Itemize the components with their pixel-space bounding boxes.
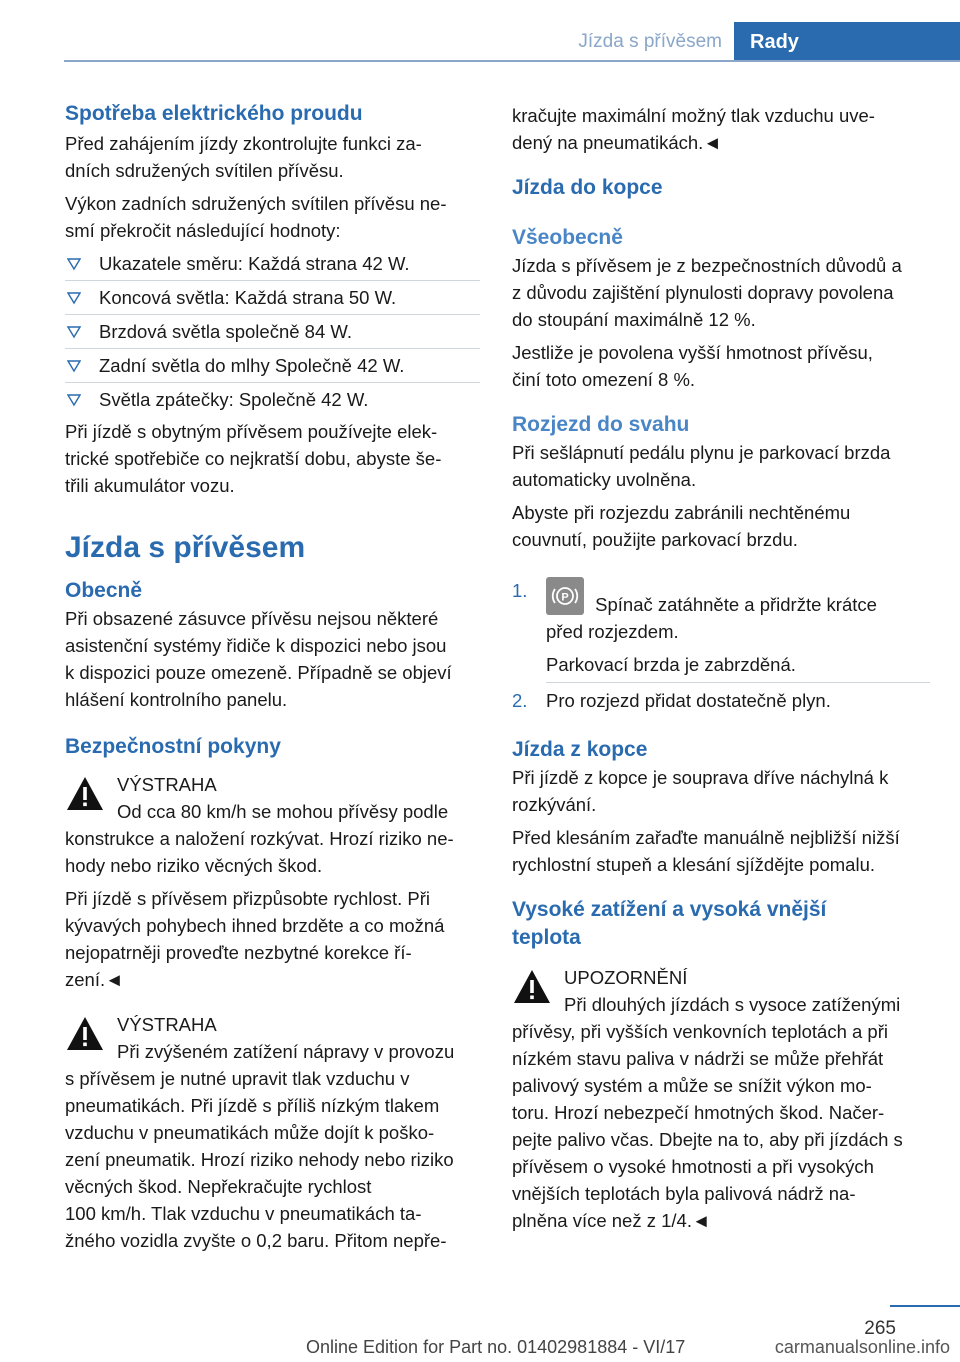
downhill-line: rozkývání.: [512, 794, 597, 815]
warning-line: pneumatikách. Při jízdě s příliš nízkým tlakem: [65, 1095, 440, 1116]
hill-start-steps: [512, 577, 930, 714]
warning-line: Při jízdě s přívěsem přizpůsobte rychlost. Při: [65, 888, 430, 909]
footer-edition: Online Edition for Part no. 01402981884 - VI/17: [306, 1337, 686, 1357]
power-p3-line-b: trické spotřebiče co nejkratší dobu, abyste še-: [65, 448, 442, 469]
header-divider: [64, 60, 960, 62]
warning-line: kývavých pohybech ihned brzděte a co možná: [65, 915, 445, 936]
warning-title: VÝSTRAHA: [117, 1014, 217, 1035]
power-paragraph-2: [65, 190, 480, 244]
warning-line: nejopatrněji proveďte nezbytné korekce ří-: [65, 942, 412, 963]
power-heading: Spotřeba elektrického proudu: [65, 102, 363, 125]
left-column: [65, 100, 480, 1254]
notice-line: nízkém stavu paliva v nádrži se může přehřát: [512, 1048, 884, 1069]
notice-line: toru. Hrozí nebezpečí hmotných škod. Načer-: [512, 1102, 885, 1123]
general-line: asistenční systémy řidiče k dispozici nebo jsou: [65, 635, 447, 656]
step-text: Spínač zatáhněte a přidržte krátce: [595, 594, 877, 615]
hill-start-line: Při sešlápnutí pedálu plynu je parkovací brzda: [512, 442, 891, 463]
warning-line: žného vozidla zvyšte o 0,2 baru. Přitom nepře-: [65, 1230, 447, 1251]
warning-triangle-icon: [512, 968, 552, 1006]
warning-line: hody nebo riziko věcných škod.: [65, 855, 323, 876]
warning-line: vzduchu v pneumatikách může dojít k poško-: [65, 1122, 435, 1143]
list-item: [65, 349, 480, 383]
notice-title: UPOZORNĚNÍ: [564, 967, 688, 988]
warning-line: konstrukce a naložení rozkývat. Hrozí riziko ne-: [65, 828, 454, 849]
header-chapter-tab[interactable]: Rady: [734, 22, 960, 62]
downhill-paragraph-2: [512, 824, 930, 878]
bullet-triangle-icon: [67, 291, 81, 305]
heat-heading-line: teplota: [512, 926, 581, 949]
power-p2-line-b: smí překročit následující hodnoty:: [65, 220, 341, 241]
power-limits-list: [65, 247, 480, 416]
bullet-triangle-icon: [67, 393, 81, 407]
hill-start-line: automaticky uvolněna.: [512, 469, 697, 490]
step-result: Parkovací brzda je zabrzděná.: [546, 651, 930, 683]
hill-start-heading: Rozjezd do svahu: [512, 413, 690, 436]
general-paragraph: [65, 605, 480, 713]
step-number: 1.: [512, 580, 528, 601]
warning-line: zení pneumatik. Hrozí riziko nehody nebo riziko: [65, 1149, 454, 1170]
notice-line: plněna více než z 1/4.◄: [512, 1210, 711, 1231]
continued-paragraph: [512, 102, 930, 156]
notice-line: vnějších teplotách byla palivová nádrž na-: [512, 1183, 856, 1204]
hill-start-paragraph: [512, 439, 930, 493]
step-item: [512, 687, 930, 714]
general-line: Jestliže je povolena vyšší hmotnost přívěsu,: [512, 342, 873, 363]
warning-line: 100 km/h. Tlak vzduchu v pneumatikách ta-: [65, 1203, 422, 1224]
step-text: před rozjezdem.: [546, 621, 679, 642]
list-item: [65, 281, 480, 315]
bullet-triangle-icon: [67, 325, 81, 339]
step-number: 2.: [512, 690, 528, 711]
general-line: Jízda s přívěsem je z bezpečnostních důvodů a: [512, 255, 902, 276]
hill-start-line: Abyste při rozjezdu zabránili nechtěnému: [512, 502, 851, 523]
downhill-heading: Jízda z kopce: [512, 738, 648, 761]
notice-line: palivový systém a může se snížit výkon mo-: [512, 1075, 872, 1096]
warning-triangle-icon: [65, 1015, 105, 1053]
notice-line: přívěsem o vysoké hmotnosti a při vysokých: [512, 1156, 874, 1177]
bullet-triangle-icon: [67, 359, 81, 373]
continued-line: dený na pneumatikách.◄: [512, 132, 722, 153]
heat-heading-line: Vysoké zatížení a vysoká vnější: [512, 898, 827, 921]
list-item-text: Světla zpátečky: Společně 42 W.: [99, 389, 369, 410]
uphill-heading: Jízda do kopce: [512, 176, 663, 199]
warning-text: [65, 1065, 480, 1254]
downhill-line: rychlostní stupeň a klesání sjíždějte pomalu.: [512, 854, 875, 875]
warning-triangle-icon: [65, 775, 105, 813]
warning-box-1: [65, 771, 480, 993]
warning-line: věcných škod. Nepřekračujte rychlost: [65, 1176, 372, 1197]
general-line: k dispozici pouze omezeně. Případně se objeví: [65, 662, 452, 683]
power-p3-line-a: Při jízdě s obytným přívěsem používejte elek-: [65, 421, 438, 442]
list-item-text: Brzdová světla společně 84 W.: [99, 321, 352, 342]
hill-start-line: couvnutí, použijte parkovací brzdu.: [512, 529, 798, 550]
warning-text-first-line: Při zvýšeném zatížení nápravy v provozu: [117, 1041, 455, 1062]
notice-line: pejte palivo včas. Dbejte na to, aby při jízdách s: [512, 1129, 903, 1150]
step-text: Pro rozjezd přidat dostatečně plyn.: [546, 690, 831, 711]
list-item-text: Zadní světla do mlhy Společně 42 W.: [99, 355, 405, 376]
uphill-general-paragraph: [512, 252, 930, 333]
warning-line: s přívěsem je nutné upravit tlak vzduchu v: [65, 1068, 410, 1089]
general-line: z důvodu zajištění plynulosti dopravy povolena: [512, 282, 894, 303]
svg-text:P: P: [561, 591, 569, 604]
general-line: činí toto omezení 8 %.: [512, 369, 696, 390]
power-paragraph-1: [65, 130, 480, 184]
main-heading: Jízda s přívěsem: [65, 531, 306, 564]
notice-text: [512, 1018, 930, 1234]
general-line: hlášení kontrolního panelu.: [65, 689, 288, 710]
step-item: [512, 577, 930, 683]
power-p3-line-c: třili akumulátor vozu.: [65, 475, 235, 496]
continued-line: kračujte maximální možný tlak vzduchu uve-: [512, 105, 875, 126]
footer-divider: [890, 1305, 960, 1307]
bullet-triangle-icon: [67, 257, 81, 271]
uphill-general-heading: Všeobecně: [512, 226, 623, 249]
list-item-text: Ukazatele směru: Každá strana 42 W.: [99, 253, 410, 274]
warning-line: zení.◄: [65, 969, 124, 990]
page-number: 265: [864, 1318, 896, 1339]
power-p2-line-a: Výkon zadních sdružených svítilen přívěsu ne-: [65, 193, 447, 214]
warning-title: VÝSTRAHA: [117, 774, 217, 795]
power-p1-line-b: dních sdružených svítilen přívěsu.: [65, 160, 344, 181]
heat-heading: [512, 896, 930, 952]
hill-start-paragraph-2: [512, 499, 930, 553]
notice-line: přívěsy, při vyšších venkovních teplotách a při: [512, 1021, 888, 1042]
downhill-paragraph: [512, 764, 930, 818]
safety-heading: Bezpečnostní pokyny: [65, 735, 281, 758]
downhill-line: Před klesáním zařaďte manuálně nejbližší nižší: [512, 827, 900, 848]
notice-text-first-line: Při dlouhých jízdách s vysoce zatíženými: [564, 994, 901, 1015]
list-item-text: Koncová světla: Každá strana 50 W.: [99, 287, 397, 308]
downhill-line: Při jízdě z kopce je souprava dříve náchylná k: [512, 767, 889, 788]
right-column: [512, 102, 930, 1234]
warning-box-2: [65, 1011, 480, 1254]
warning-text-2: [65, 885, 480, 993]
general-line: do stoupání maximálně 12 %.: [512, 309, 756, 330]
power-paragraph-3: [65, 418, 480, 499]
watermark-text[interactable]: carmanualsonline.info: [774, 1337, 950, 1357]
notice-box: [512, 964, 930, 1234]
list-item: [65, 247, 480, 281]
header-section-title: Jízda s přívěsem: [578, 31, 722, 52]
warning-text-first-line: Od cca 80 km/h se mohou přívěsy podle: [117, 801, 449, 822]
power-p1-line-a: Před zahájením jízdy zkontrolujte funkci za-: [65, 133, 422, 154]
uphill-general-paragraph-2: [512, 339, 930, 393]
page-header: [0, 0, 960, 62]
parking-brake-icon: [546, 577, 584, 615]
list-item: [65, 315, 480, 349]
list-item: [65, 383, 480, 416]
general-line: Při obsazené zásuvce přívěsu nejsou některé: [65, 608, 439, 629]
general-heading: Obecně: [65, 579, 143, 602]
warning-text: [65, 825, 480, 879]
